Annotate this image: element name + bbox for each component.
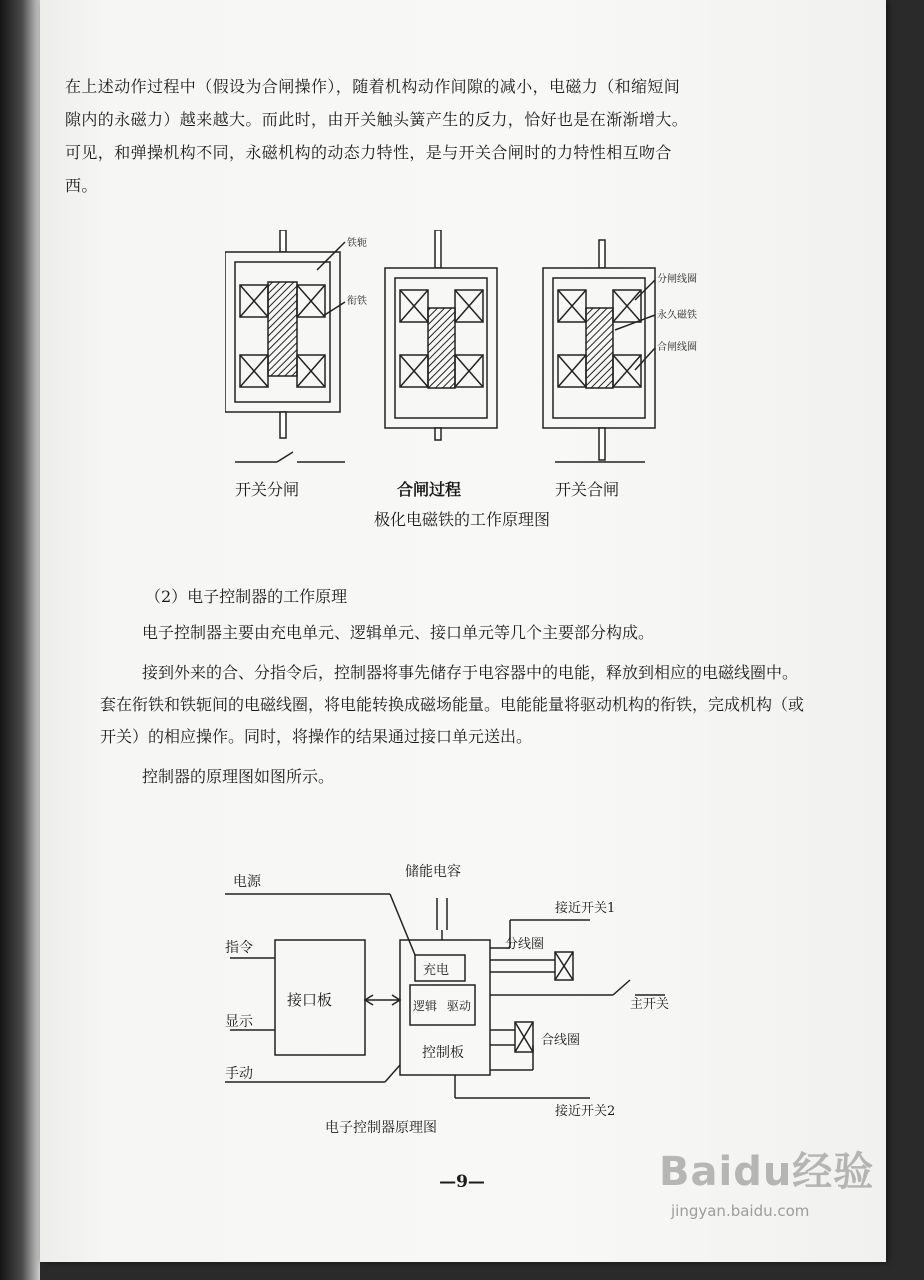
paragraph: 电子控制器主要由充电单元、逻辑单元、接口单元等几个主要部分构成。 bbox=[142, 623, 655, 642]
label-drive: 驱动 bbox=[447, 999, 472, 1013]
electromagnet-diagram bbox=[225, 230, 705, 510]
label-charge: 充电 bbox=[423, 963, 450, 978]
section-title: （2）电子控制器的工作原理 bbox=[145, 587, 348, 606]
page-number: —9— bbox=[439, 1172, 485, 1192]
magnet-unit-closed bbox=[543, 240, 655, 462]
controller-schematic bbox=[215, 860, 715, 1140]
magnet-unit-closing bbox=[385, 230, 497, 440]
label-power: 电源 bbox=[233, 874, 261, 890]
label-interface-board: 接口板 bbox=[287, 991, 333, 1009]
label-armature: 衔铁 bbox=[347, 296, 367, 307]
watermark-logo: Baidu经验 bbox=[659, 1149, 875, 1195]
label-command: 指令 bbox=[225, 940, 253, 956]
label-open-coil: 分闸线圈 bbox=[657, 274, 697, 285]
label-proximity-switch-1: 接近开关1 bbox=[555, 901, 616, 916]
label-proximity-switch-2: 接近开关2 bbox=[555, 1104, 616, 1119]
paragraph: 接到外来的合、分指令后，控制器将事先储存于电容器中的电能，释放到相应的电磁线圈中。套在衔铁和铁轭间的电磁线圈，将电能转换成磁场能量。电能能量将驱动机构的衔铁，完成机构（或开关）的相应操作。同时，将操作的结果通过接口单元送出。 bbox=[100, 663, 805, 746]
label-storage-capacitor: 储能电容 bbox=[405, 864, 461, 880]
text-line: 可见，和弹操机构不同，永磁机构的动态力特性，是与开关合闸时的力特性相互吻合 bbox=[65, 143, 672, 162]
label-open-coil: 分线圈 bbox=[505, 937, 545, 952]
label-logic: 逻辑 bbox=[413, 999, 438, 1013]
subcaption-closing: 合闸过程 bbox=[397, 480, 462, 499]
label-close-coil: 合线圈 bbox=[541, 1033, 581, 1048]
label-permanent-magnet: 永久磁铁 bbox=[657, 310, 697, 321]
subcaption-closed: 开关合闸 bbox=[555, 480, 620, 499]
watermark-url: jingyan.baidu.com bbox=[671, 1202, 810, 1220]
label-main-switch: 主开关 bbox=[630, 997, 670, 1012]
baidu-watermark bbox=[655, 1140, 915, 1240]
text-line: 隙内的永磁力）越来越大。而此时，由开关触头簧产生的反力，恰好也是在渐渐增大。 bbox=[65, 110, 689, 129]
top-paragraph bbox=[65, 70, 805, 202]
label-control-board: 控制板 bbox=[422, 1045, 464, 1061]
label-display: 显示 bbox=[225, 1014, 253, 1030]
label-manual: 手动 bbox=[225, 1066, 253, 1082]
text-line: 在上述动作过程中（假设为合闸操作），随着机构动作间隙的减小，电磁力（和缩短间 bbox=[65, 77, 681, 96]
paragraph: 控制器的原理图如图所示。 bbox=[142, 767, 335, 786]
text-line: 西。 bbox=[65, 176, 98, 195]
figure1-caption: 极化电磁铁的工作原理图 bbox=[373, 510, 550, 529]
label-yoke: 铁轭 bbox=[347, 238, 367, 249]
figure2-caption: 电子控制器原理图 bbox=[325, 1120, 437, 1136]
section-body bbox=[100, 617, 812, 793]
subcaption-open: 开关分闸 bbox=[235, 480, 300, 499]
label-close-coil: 合闸线圈 bbox=[657, 342, 697, 353]
book-spine-shadow bbox=[0, 0, 40, 1280]
magnet-unit-open bbox=[225, 230, 345, 462]
